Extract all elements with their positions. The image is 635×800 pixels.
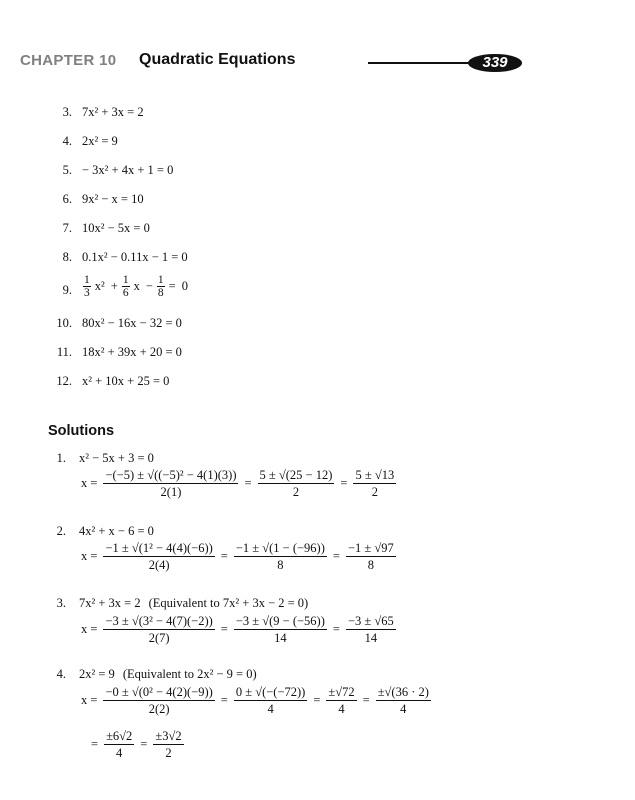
problem-number: 7. — [62, 221, 72, 235]
problem-number: 9. — [62, 283, 72, 297]
variable-x: x = — [81, 476, 98, 490]
variable-x: x = — [81, 693, 98, 707]
problem-equation: 10x² − 5x = 0 — [82, 221, 150, 235]
problem-number: 11. — [56, 345, 72, 359]
numerator: −3 ± √65 — [347, 614, 394, 628]
header-rule — [368, 62, 474, 64]
problem-equation: 7x² + 3x = 2 — [82, 105, 144, 119]
numerator: −1 ± √(1 − (−96)) — [235, 541, 325, 555]
numerator: 1 — [157, 274, 164, 286]
problem-number: 3. — [62, 105, 72, 119]
numerator: −(−5) ± √((−5)² − 4(1)(3)) — [105, 468, 237, 482]
fraction — [104, 729, 134, 760]
equation-text: 7x² + 3x = 2 — [79, 596, 141, 610]
numerator: 5 ± √(25 − 12) — [259, 468, 333, 482]
term: = — [168, 279, 176, 293]
denominator: 4 — [267, 702, 274, 716]
equivalent-note: (Equivalent to 2x² − 9 = 0) — [122, 667, 257, 681]
numerator: ±√(36 · 2) — [377, 685, 429, 699]
denominator: 8 — [157, 287, 164, 299]
problem-equation: 9x² − x = 10 — [82, 192, 144, 206]
denominator: 2(2) — [148, 702, 170, 716]
problem-equation: 2x² = 9 — [82, 134, 118, 148]
fraction — [326, 685, 356, 716]
numerator: 1 — [122, 274, 129, 286]
numerator: −1 ± √97 — [347, 541, 394, 555]
problem-number: 4. — [62, 134, 72, 148]
solution-work-line — [78, 541, 399, 572]
solution-work-line — [78, 685, 434, 716]
solution-number: 4. — [56, 667, 66, 681]
solution-number: 3. — [56, 596, 66, 610]
solution-equation — [79, 451, 154, 466]
problem-equation: 80x² − 16x − 32 = 0 — [82, 316, 182, 330]
fraction — [258, 468, 335, 499]
chapter-title: Quadratic Equations — [139, 51, 296, 68]
denominator: 14 — [274, 631, 287, 645]
fraction — [103, 614, 214, 645]
equals-sign: = — [244, 476, 252, 490]
denominator: 2 — [165, 746, 172, 760]
numerator: ±6√2 — [106, 729, 133, 743]
fraction — [376, 685, 431, 716]
solutions-heading: Solutions — [48, 423, 115, 439]
term: x — [133, 279, 140, 293]
problem-equation: 0.1x² − 0.11x − 1 = 0 — [82, 250, 188, 264]
problem-equation: x² + 10x + 25 = 0 — [82, 374, 170, 388]
solution-work-line — [78, 468, 399, 499]
fraction — [346, 614, 396, 645]
numerator: −1 ± √(1² − 4(4)(−6)) — [105, 541, 213, 555]
fraction — [153, 729, 183, 760]
equals-sign: = — [362, 693, 370, 707]
solution-equation — [79, 596, 308, 611]
denominator: 4 — [116, 746, 123, 760]
equals-sign: = — [220, 693, 228, 707]
problem-number: 12. — [56, 374, 72, 388]
equivalent-note: (Equivalent to 7x² + 3x − 2 = 0) — [148, 596, 309, 610]
denominator: 4 — [338, 702, 345, 716]
denominator: 2 — [371, 485, 378, 499]
problem-number: 8. — [62, 250, 72, 264]
equals-sign: = — [140, 737, 148, 751]
denominator: 6 — [122, 287, 129, 299]
equals-sign: = — [332, 622, 340, 636]
fraction — [157, 274, 165, 299]
equation-text: 2x² = 9 — [79, 667, 115, 681]
numerator: −3 ± √(3² − 4(7)(−2)) — [105, 614, 213, 628]
chapter-label: CHAPTER 10 — [20, 52, 117, 69]
equals-sign: = — [340, 476, 348, 490]
problem-equation — [82, 274, 191, 299]
equals-sign: = — [313, 693, 321, 707]
denominator: 3 — [84, 287, 90, 299]
numerator: 0 ± √(−(−72)) — [235, 685, 306, 699]
page-number: 339 — [468, 54, 522, 72]
numerator: −3 ± √(9 − (−56)) — [235, 614, 325, 628]
problem-number: 10. — [56, 316, 72, 330]
solution-work-line — [78, 614, 399, 645]
problem-number: 5. — [62, 163, 72, 177]
equation-text: 4x² + x − 6 = 0 — [79, 524, 154, 538]
fraction — [353, 468, 396, 499]
equals-sign: = — [220, 622, 228, 636]
fraction — [234, 614, 327, 645]
term: + — [110, 279, 118, 293]
numerator: ±√72 — [328, 685, 355, 699]
fraction — [234, 685, 307, 716]
denominator: 8 — [367, 558, 374, 572]
fraction — [83, 274, 91, 299]
equation-text: x² − 5x + 3 = 0 — [79, 451, 154, 465]
solution-number: 2. — [56, 524, 66, 538]
fraction — [346, 541, 396, 572]
denominator: 8 — [277, 558, 284, 572]
variable-x: x = — [81, 622, 98, 636]
fraction — [234, 541, 327, 572]
numerator: −0 ± √(0² − 4(2)(−9)) — [105, 685, 213, 699]
variable-x: x = — [81, 549, 98, 563]
solution-work-line — [88, 729, 187, 760]
numerator: 5 ± √13 — [355, 468, 395, 482]
denominator: 2(7) — [148, 631, 170, 645]
denominator: 14 — [364, 631, 378, 645]
term: 0 — [181, 279, 188, 293]
equals-sign: = — [220, 549, 228, 563]
solution-equation — [79, 667, 257, 682]
problem-equation: 18x² + 39x + 20 = 0 — [82, 345, 182, 359]
fraction — [103, 685, 214, 716]
denominator: 2 — [292, 485, 300, 499]
fraction — [103, 541, 214, 572]
solution-equation — [79, 524, 154, 539]
fraction — [122, 274, 130, 299]
denominator: 2(4) — [148, 558, 170, 572]
numerator: 1 — [84, 274, 90, 286]
problem-equation: − 3x² + 4x + 1 = 0 — [82, 163, 174, 177]
equals-sign: = — [332, 549, 340, 563]
term: − — [145, 279, 153, 293]
problem-number: 6. — [62, 192, 72, 206]
solution-number: 1. — [56, 451, 66, 465]
numerator: ±3√2 — [155, 729, 182, 743]
equals-sign: = — [91, 737, 99, 751]
denominator: 4 — [400, 702, 407, 716]
term: x² — [94, 279, 105, 293]
fraction — [103, 468, 238, 499]
denominator: 2(1) — [160, 485, 182, 499]
